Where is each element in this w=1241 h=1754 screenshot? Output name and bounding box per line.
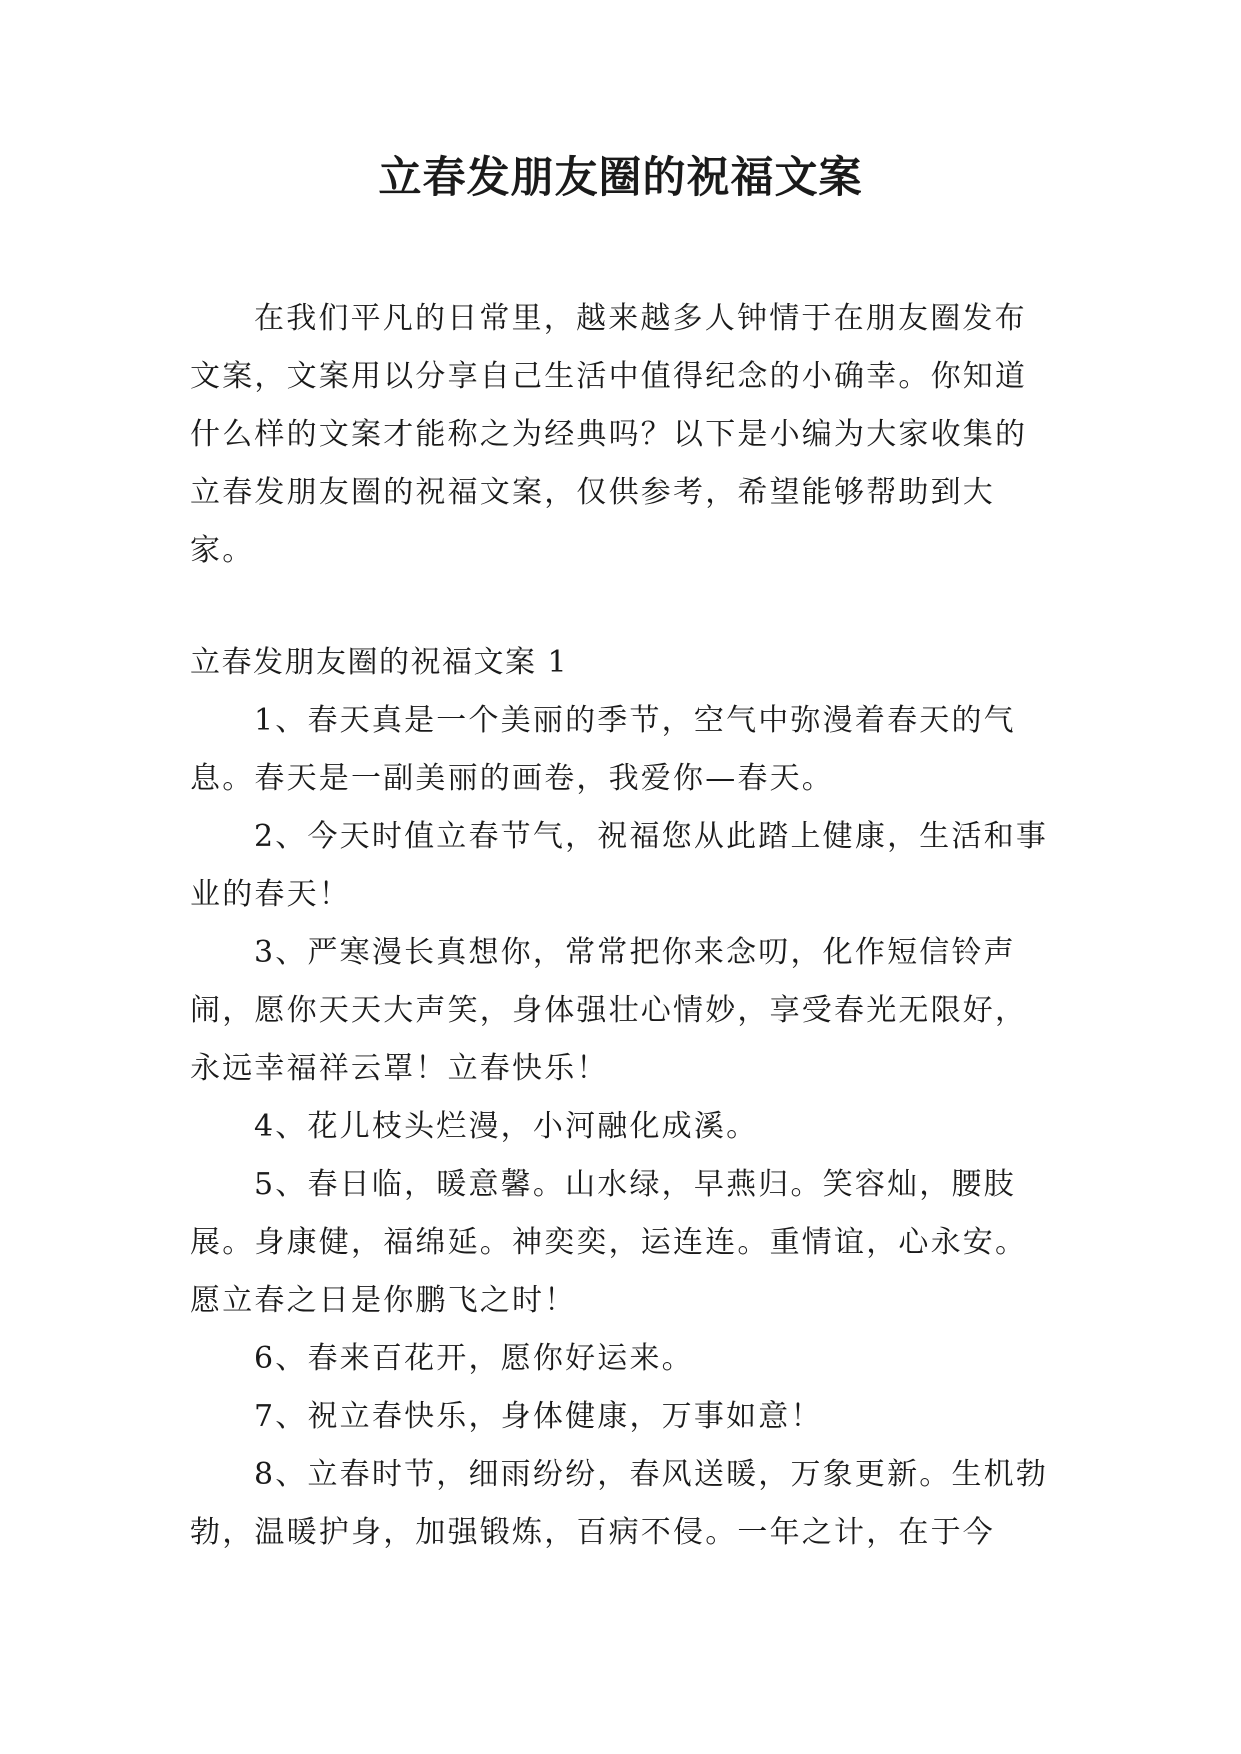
intro-paragraph: 在我们平凡的日常里，越来越多人钟情于在朋友圈发布文案，文案用以分享自己生活中值得纪念的小确幸。你知道什么样的文案才能称之为经典吗？以下是小编为大家收集的立春发朋友圈的祝福文案，仅供参考，希望能够帮助到大家。 <box>190 301 1028 568</box>
list-item: 6、春来百花开，愿你好运来。 <box>254 1341 694 1376</box>
blessing-list <box>190 692 1052 1562</box>
list-item: 4、花儿枝头烂漫，小河融化成溪。 <box>254 1109 759 1144</box>
list-item: 2、今天时值立春节气，祝福您从此踏上健康，生活和事业的春天！ <box>190 819 1049 912</box>
list-item: 3、严寒漫长真想你，常常把你来念叨，化作短信铃声闹，愿你天天大声笑，身体强壮心情妙，享受春光无限好，永远幸福祥云罩！立春快乐！ <box>190 935 1028 1086</box>
list-item: 1、春天真是一个美丽的季节，空气中弥漫着春天的气息。春天是一副美丽的画卷，我爱你—春天。 <box>190 703 1016 796</box>
list-item: 8、立春时节，细雨纷纷，春风送暖，万象更新。生机勃勃，温暖护身，加强锻炼，百病不侵。一年之计，在于今 <box>190 1457 1049 1550</box>
section-heading: 立春发朋友圈的祝福文案 1 <box>190 645 569 680</box>
list-item: 5、春日临，暖意馨。山水绿，早燕归。笑容灿，腰肢展。身康健，福绵延。神奕奕，运连连。重情谊，心永安。愿立春之日是你鹏飞之时！ <box>190 1167 1028 1318</box>
list-item: 7、祝立春快乐，身体健康，万事如意！ <box>254 1399 823 1434</box>
document-title: 立春发朋友圈的祝福文案 <box>378 153 863 203</box>
